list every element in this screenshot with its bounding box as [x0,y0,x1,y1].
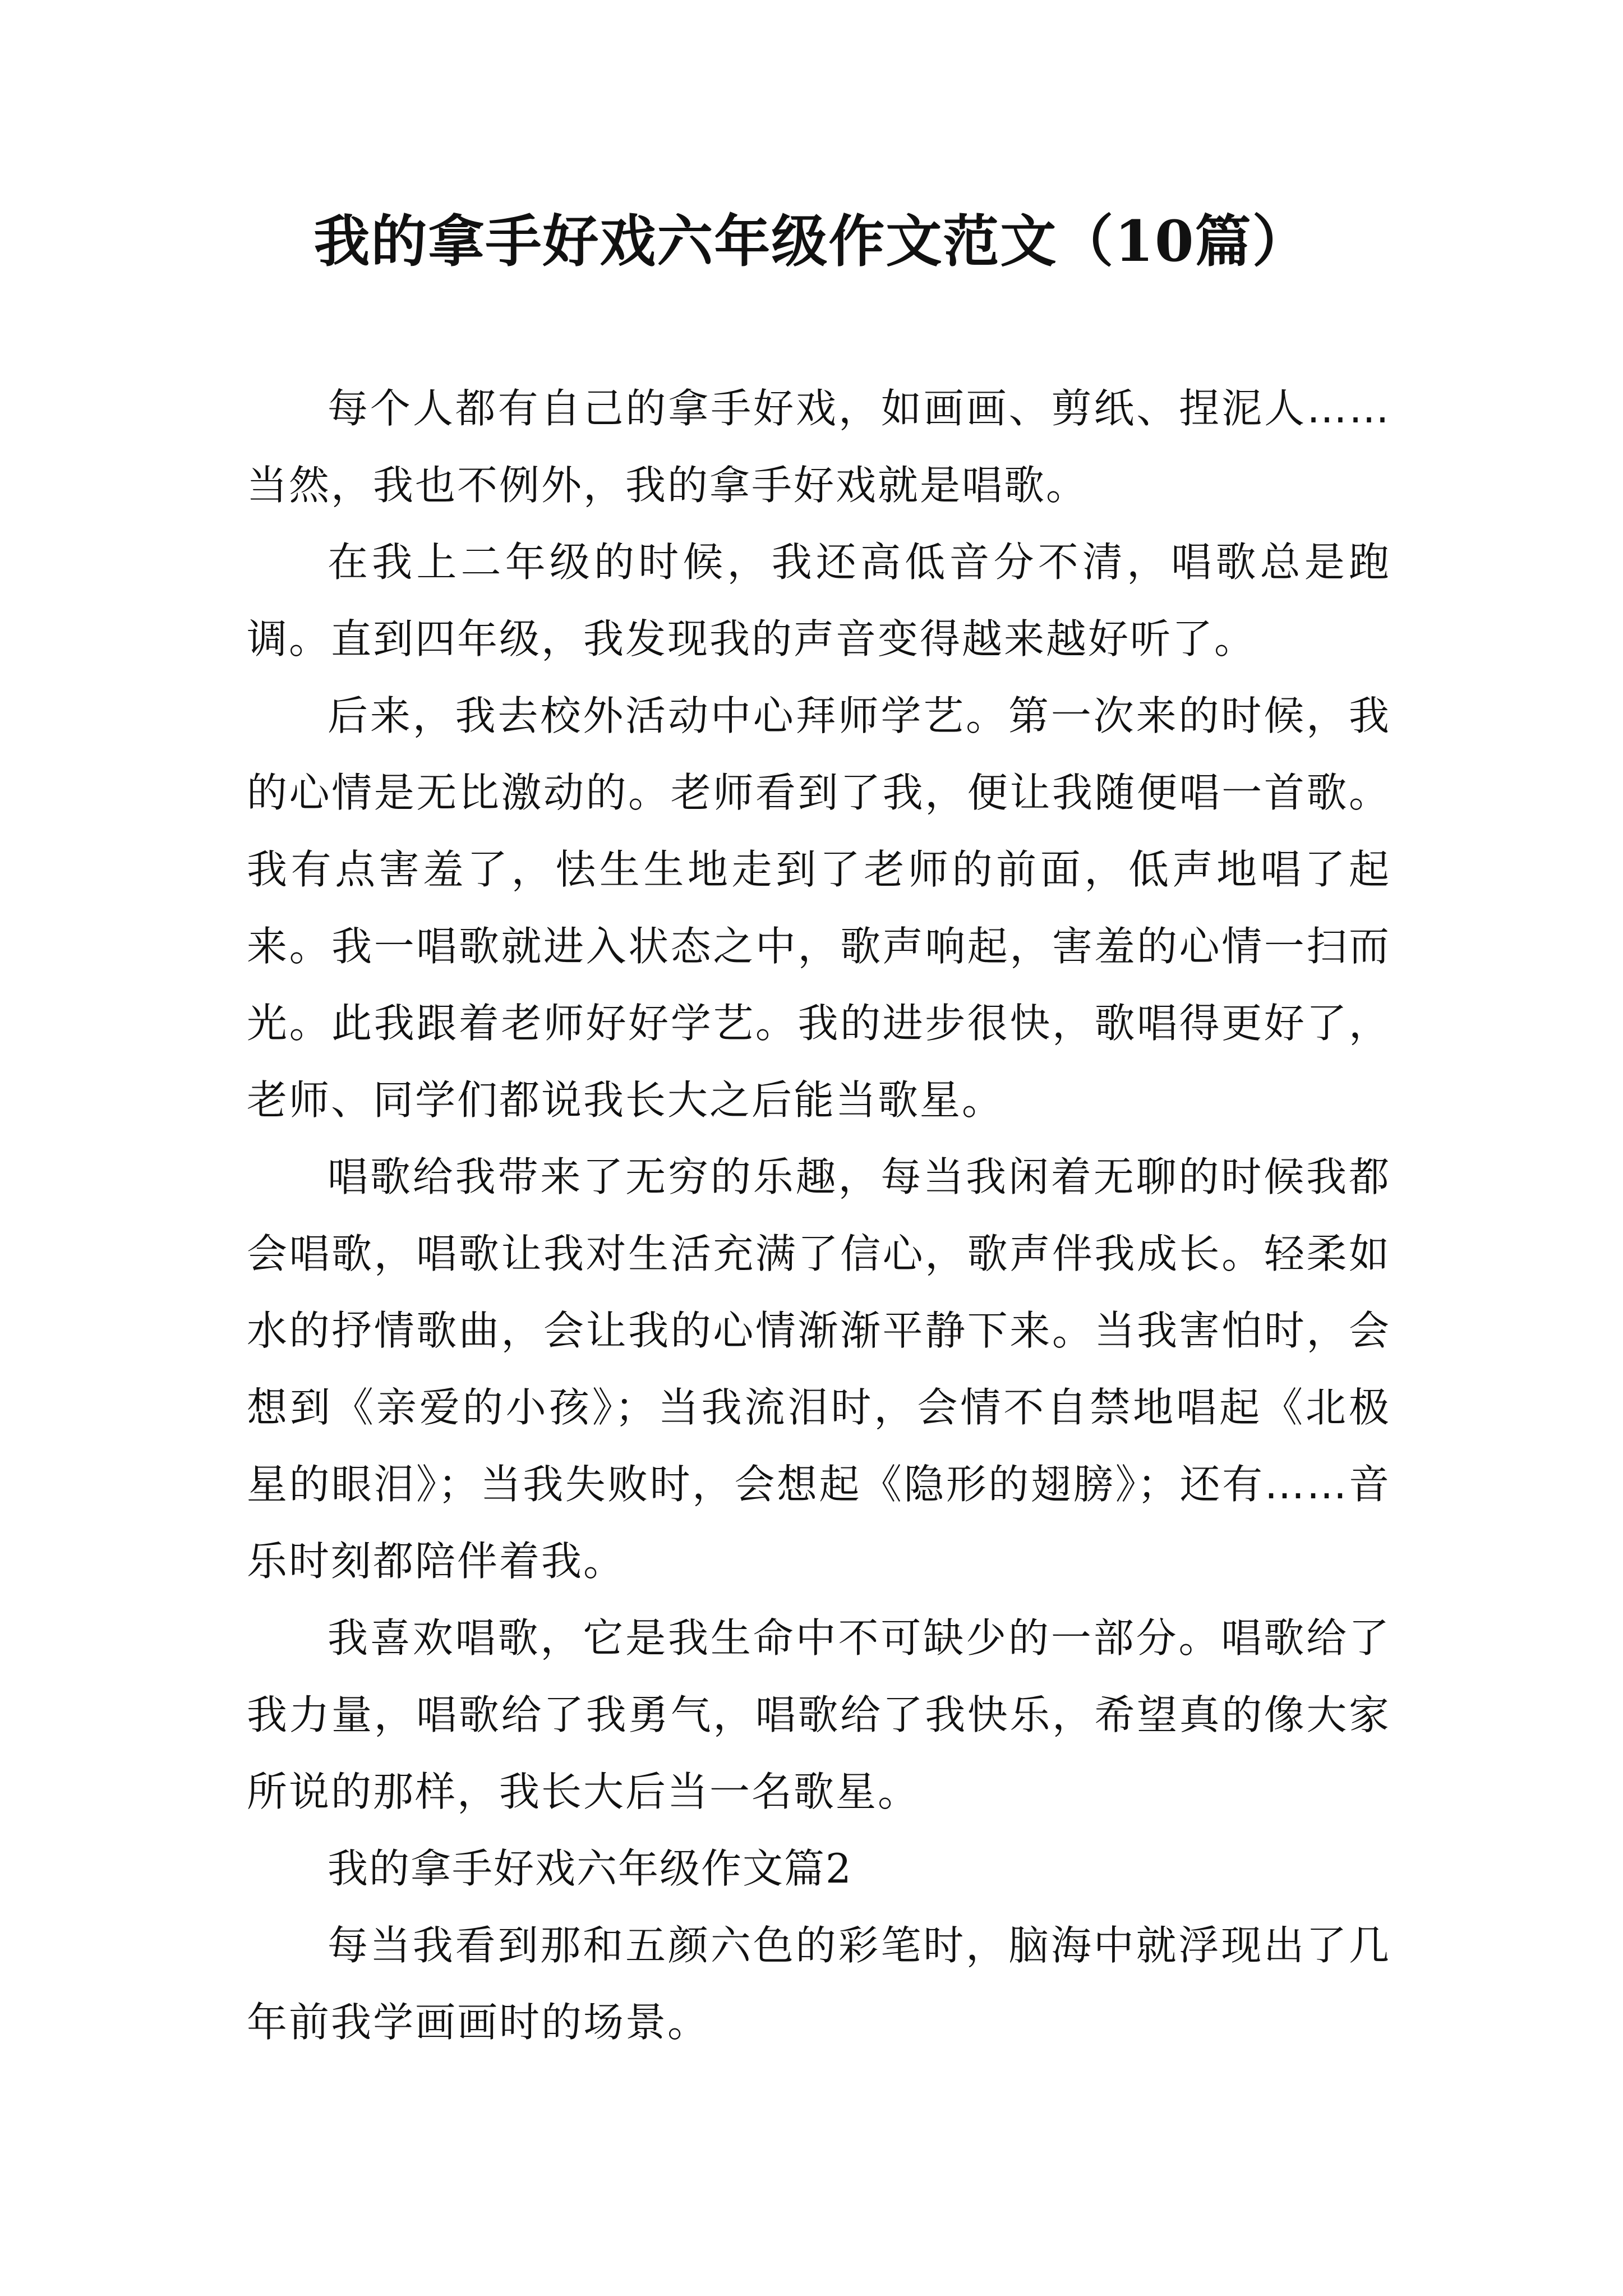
document-title: 我的拿手好戏六年级作文范文（10篇） [313,208,1310,274]
paragraph-1: 每个人都有自己的拿手好戏，如画画、剪纸、捏泥人……当然，我也不例外，我的拿手好戏就是唱歌。 [247,385,1391,509]
paragraph-5: 我喜欢唱歌，它是我生命中不可缺少的一部分。唱歌给了我力量，唱歌给了我勇气，唱歌给了我快乐，希望真的像大家所说的那样，我长大后当一名歌星。 [247,1614,1391,1815]
section-2-paragraph-1: 每当我看到那和五颜六色的彩笔时，脑海中就浮现出了几年前我学画画时的场景。 [247,1922,1391,2046]
document-body [247,370,1391,2061]
section-2-heading: 我的拿手好戏六年级作文篇2 [328,1845,852,1892]
paragraph-2: 在我上二年级的时候，我还高低音分不清，唱歌总是跑调。直到四年级，我发现我的声音变得越来越好听了。 [247,539,1391,662]
paragraph-3: 后来，我去校外活动中心拜师学艺。第一次来的时候，我的心情是无比激动的。老师看到了我，便让我随便唱一首歌。我有点害羞了，怯生生地走到了老师的前面，低声地唱了起来。我一唱歌就进入状态之中，歌声响起，害羞的心情一扫而光。此我跟着老师好好学艺。我的进步很快，歌唱得更好了，老师、同学们都说我长大之后能当歌星。 [247,692,1391,1124]
paragraph-4: 唱歌给我带来了无穷的乐趣，每当我闲着无聊的时候我都会唱歌，唱歌让我对生活充满了信心，歌声伴我成长。轻柔如水的抒情歌曲，会让我的心情渐渐平静下来。当我害怕时，会想到《亲爱的小孩》；当我流泪时，会情不自禁地唱起《北极星的眼泪》；当我失败时，会想起《隐形的翅膀》；还有……音乐时刻都陪伴着我。 [247,1153,1391,1585]
